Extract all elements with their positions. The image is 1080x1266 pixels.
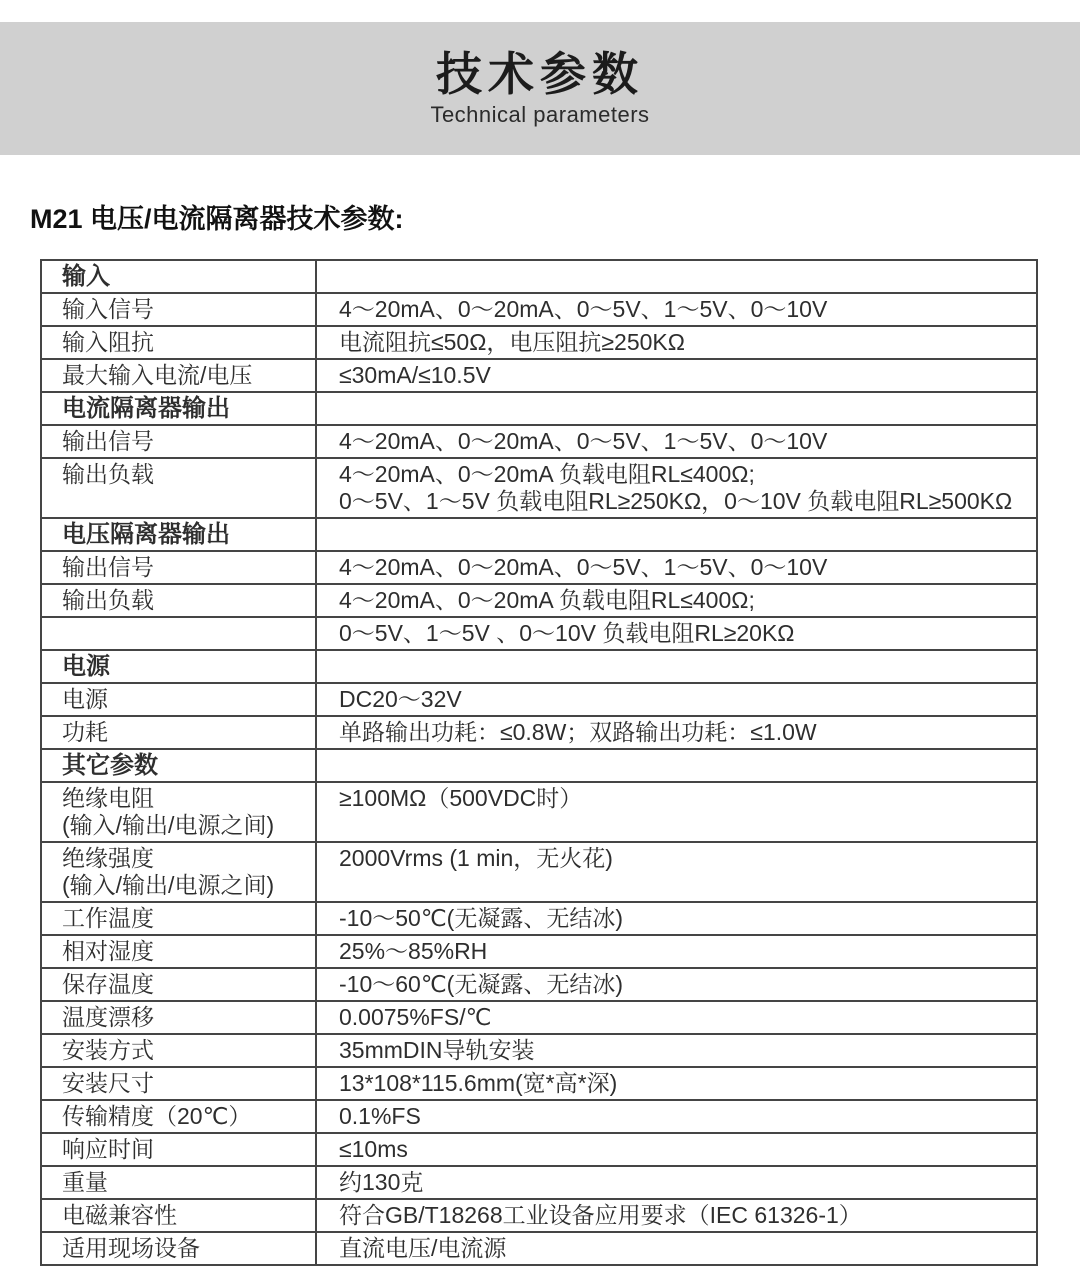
row-label: 输入阻抗: [62, 329, 154, 355]
page-subtitle: Technical parameters: [430, 102, 650, 128]
header-band: [0, 22, 1080, 155]
row-value: 0.1%FS: [315, 1101, 1036, 1132]
row-value: ≥100MΩ（500VDC时）: [315, 783, 1036, 841]
row-label: 传输精度（20℃）: [62, 1103, 252, 1129]
table-section-row: [42, 517, 1036, 550]
row-label: 绝缘强度 (输入/输出/电源之间): [62, 845, 275, 898]
table-row: [42, 292, 1036, 325]
row-value: ≤10ms: [315, 1134, 1036, 1165]
row-label: 输出信号: [62, 554, 154, 580]
row-label: 适用现场设备: [62, 1235, 200, 1261]
row-value: [315, 393, 1036, 424]
table-row: [42, 1000, 1036, 1033]
page: [0, 22, 1080, 1266]
table-row: [42, 967, 1036, 1000]
row-value: 4～20mA、0～20mA 负载电阻RL≤400Ω; 0～5V、1～5V 负载电阻RL≥250KΩ，0～10V 负载电阻RL≥500KΩ: [315, 459, 1036, 517]
table-row: [42, 358, 1036, 391]
row-value: 2000Vrms (1 min，无火花): [315, 843, 1036, 901]
row-label: 电源: [62, 686, 108, 712]
table-row: [42, 1099, 1036, 1132]
row-value: [315, 519, 1036, 550]
row-label: 电压隔离器输出: [62, 521, 230, 548]
row-label: 响应时间: [62, 1136, 154, 1162]
row-value: [315, 750, 1036, 781]
row-value: 0.0075%FS/℃: [315, 1002, 1036, 1033]
row-label: 输出负载: [62, 461, 154, 487]
row-value: 4～20mA、0～20mA、0～5V、1～5V、0～10V: [315, 294, 1036, 325]
row-value: 单路输出功耗：≤0.8W；双路输出功耗：≤1.0W: [315, 717, 1036, 748]
table-row: [42, 841, 1036, 901]
table-section-row: [42, 261, 1036, 292]
table-row: [42, 1231, 1036, 1264]
row-value: 4～20mA、0～20mA 负载电阻RL≤400Ω;: [315, 585, 1036, 616]
row-value: 符合GB/T18268工业设备应用要求（IEC 61326-1）: [315, 1200, 1036, 1231]
table-row: [42, 424, 1036, 457]
row-value: DC20～32V: [315, 684, 1036, 715]
row-label: 安装尺寸: [62, 1070, 154, 1096]
table-section-row: [42, 391, 1036, 424]
row-value: 25%～85%RH: [315, 936, 1036, 967]
table-row: [42, 325, 1036, 358]
table-row: [42, 934, 1036, 967]
row-value: ≤30mA/≤10.5V: [315, 360, 1036, 391]
row-label: 安装方式: [62, 1037, 154, 1063]
table-row: [42, 1165, 1036, 1198]
table-row: [42, 1033, 1036, 1066]
row-value: 0～5V、1～5V 、0～10V 负载电阻RL≥20KΩ: [315, 618, 1036, 649]
table-row: [42, 1132, 1036, 1165]
row-value: -10～50℃(无凝露、无结冰): [315, 903, 1036, 934]
row-label: 相对湿度: [62, 938, 154, 964]
table-row: [42, 616, 1036, 649]
row-value: 13*108*115.6mm(宽*高*深): [315, 1068, 1036, 1099]
row-label: 功耗: [62, 719, 108, 745]
table-row: [42, 715, 1036, 748]
row-label: 电磁兼容性: [62, 1202, 177, 1228]
row-value: 直流电压/电流源: [315, 1233, 1036, 1264]
row-value: 电流阻抗≤50Ω，电压阻抗≥250KΩ: [315, 327, 1036, 358]
row-value: [315, 261, 1036, 292]
spec-table: [40, 259, 1038, 1266]
table-row: [42, 457, 1036, 517]
row-value: 约130克: [315, 1167, 1036, 1198]
row-value: 4～20mA、0～20mA、0～5V、1～5V、0～10V: [315, 552, 1036, 583]
row-value: [315, 651, 1036, 682]
table-row: [42, 901, 1036, 934]
table-row: [42, 682, 1036, 715]
section-heading: M21 电压/电流隔离器技术参数:: [30, 204, 404, 234]
row-label: 保存温度: [62, 971, 154, 997]
page-title: 技术参数: [436, 47, 644, 100]
row-label: 电流隔离器输出: [62, 395, 230, 422]
row-value: -10～60℃(无凝露、无结冰): [315, 969, 1036, 1000]
row-label: 其它参数: [62, 752, 158, 779]
row-label: 重量: [62, 1169, 108, 1195]
table-section-row: [42, 748, 1036, 781]
row-label: 绝缘电阻 (输入/输出/电源之间): [62, 785, 275, 838]
table-row: [42, 1198, 1036, 1231]
table-row: [42, 781, 1036, 841]
row-value: 4～20mA、0～20mA、0～5V、1～5V、0～10V: [315, 426, 1036, 457]
row-label: 输出负载: [62, 587, 154, 613]
row-value: 35mmDIN导轨安装: [315, 1035, 1036, 1066]
row-label: [42, 618, 315, 649]
table-section-row: [42, 649, 1036, 682]
table-row: [42, 1066, 1036, 1099]
row-label: 最大输入电流/电压: [62, 362, 253, 388]
row-label: 输入信号: [62, 296, 154, 322]
row-label: 工作温度: [62, 905, 154, 931]
row-label: 输入: [62, 263, 110, 290]
row-label: 输出信号: [62, 428, 154, 454]
table-row: [42, 583, 1036, 616]
row-label: 电源: [62, 653, 110, 680]
row-label: 温度漂移: [62, 1004, 154, 1030]
table-row: [42, 550, 1036, 583]
